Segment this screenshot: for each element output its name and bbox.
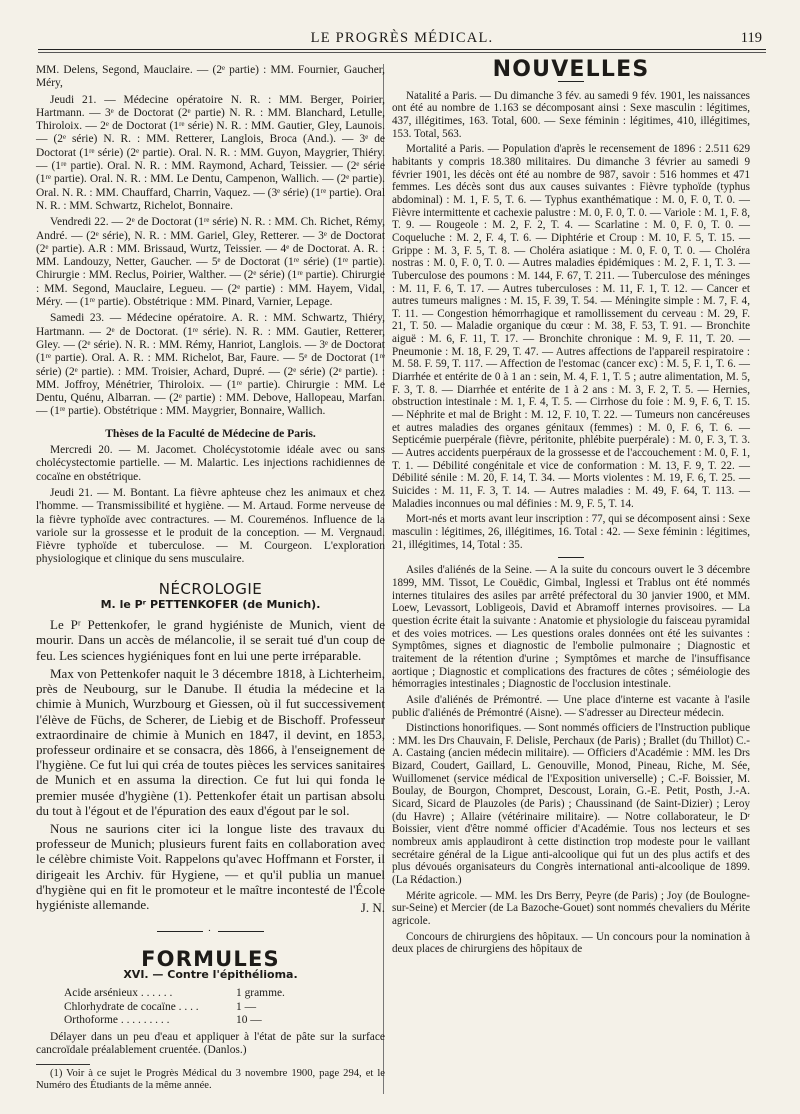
section-rule — [558, 557, 584, 558]
necrologie-subheading: M. le Pʳ PETTENKOFER (de Munich). — [100, 597, 321, 611]
news-paragraph: Asiles d'aliénés de la Seine. — A la suite du concours ouvert le 3 décembre 1899, MM. Tissot, Le Couëdic, Gimbal, Inglessi et Trablus ont été nommés internes titulaires des asiles par arrêté préfectoral du 30 janvier 1900, et MM. Loew, Levassort, Lobligeois, David et Abramoff internes provisoires. — La question écrite était la suivante : Anatomie et physiologie du faisceau pyramidal et des voies motrices. — Les questions orales données ont été les suivantes : Symptômes, signes et diagnostic de l'embolie pulmonaire ; Diagnostic et traitement de la rétention d'urine ; Symptômes et marche de l'insuffisance aortique ; Diagnostic et complications des fractures de côtes ; séméiologie des hémorragies intestinales ; Diagnostic de l'occlusion intestinale. — [392, 564, 750, 691]
section-ornament: · — [36, 925, 385, 938]
header-rule-thin — [38, 52, 766, 53]
obituary-paragraph: Nous ne saurions citer ici la longue liste des travaux du professeur de Munich; plusieurs furent faits en collaboration avec le célèbre chimiste Voit. Rappelons qu'avec Hoffmann et Forster, il dirigeait les Archiv. für Hygiene, — et qu'il publia un manuel d'hygiène qui en fit le promoteur et le maître incontesté de l'École hygiéniste allemande. — [36, 820, 385, 912]
formule-subheading: XVI. — Contre l'épithélioma. — [123, 967, 298, 981]
news-paragraph: Asile d'aliénés de Prémontré. — Une place d'interne est vacante à l'asile public d'aliénés de Prémontré (Aisne). — S'adresser au Directeur médecin. — [392, 693, 750, 719]
exam-paragraph: Jeudi 21. — Médecine opératoire N. R. : MM. Berger, Poirier, Hartmann. — 3ᵉ de Doctorat (2ᵉ partie) N. R. : MM. Blanchard, Letulle, Thiroloix. — 2ᵉ de Doctorat (1ʳᵉ série) N. R. : MM. Gautier, Gley, Launois. — (2ᵉ série) N. R. : MM. Retterer, Langlois, Broca (And.). — 3ᵉ de Doctorat (1ʳᵉ série) (2ᵉ partie). Oral. N. R. : MM. Guyon, Maygrier, Thiéry. — (1ʳᵉ partie). Oral. N. R. : MM. Raymond, Achard, Teissier. — (2ᵉ série (1ʳᵉ partie). Oral. N. R. : MM. Le Dentu, Campenon, Wallich. — (2ᵉ partie). Oral. N. R. : MM. Chauffard, Charrin, Vaquez. — (3ᵉ série) (1ʳᵉ partie). Oral N. R. : MM. Schwartz, Richelot, Bonnaire. — [36, 93, 385, 212]
recipe-row — [64, 987, 314, 1000]
ingredient-amount: 1 — — [236, 1000, 257, 1013]
news-paragraph: Distinctions honorifiques. — Sont nommés officiers de l'Instruction publique : MM. les Drs Chauvain, F. Delisle, Perchaux (de Paris) ; Brallet (du Thillot) C.-A. Castaing (ancien médecin militaire). — Officiers d'Académie : MM. les Drs Bizard, Coudert, Gaillard, L. Genouville, Monod, Pineau, Riche, M. Sée, Wuillomenet (service médical de l'Exposition universelle) ; C.-F. Boissier, M. Boulay, de Bourgon, Chompret, Descoust, Lorain, G.-E. Petit, Posth, J.-A. Sicard, Sicard de Plauzoles (de Paris) ; Chaussinand (de Saint-Dizier) ; Leroy (du Havre) ; Allaire (vétérinaire militaire). — Notre collaborateur, le Dʳ Boissier, vient d'être nommé officier d'Académie. Tous nos lecteurs et ses nombreux amis applaudiront à cette distinction trop modeste pour le vaillant secrétaire général de la Ligue anti-alcoolique qui fut un des plus actifs et des plus dévoués organisateurs du Congrès international anti-alcoolique de 1899. (La Rédaction.) — [392, 722, 750, 887]
page-number: 119 — [740, 30, 762, 46]
ingredient-amount: 10 — — [236, 1013, 262, 1026]
nouvelles-heading: NOUVELLES — [492, 57, 650, 82]
exam-paragraph: MM. Delens, Segond, Mauclaire. — (2ᵉ partie) : MM. Fournier, Gaucher, Méry, — [36, 64, 385, 90]
exam-paragraph: Samedi 23. — Médecine opératoire. A. R. : MM. Schwartz, Thiéry, Hartmann. — 2ᵉ de Doctorat. (1ʳᵉ série). N. R. : MM. Gautier, Retterer, Gley. — (2ᵉ série). N. R. : MM. Rémy, Hanriot, Langlois. — 3ᵉ de Doctorat (1ʳᵉ partie). Oral. A. R. : MM. Richelot, Bar, Faure. — 5ᵉ de Doctorat (1ʳᵉ série) (2ᵉ partie). : MM. Troisier, Achard, Dupré. — (2ᵉ série) (2ᵉ partie). : MM. Joffroy, Ménétrier, Thiroloix. — (1ʳᵉ partie). Chirurgie : MM. Le Dentu, Quénu, Albarran. — (2ᵉ partie) : MM. Debove, Hallopeau, Marfan. — (1ʳᵉ partie). Obstétrique : MM. Maygrier, Bonnaire, Wallich. — [36, 312, 385, 418]
formules-heading: FORMULES — [141, 946, 280, 971]
journal-title: LE PROGRÈS MÉDICAL. — [310, 30, 494, 46]
ingredient-name: Orthoforme . . . . . . . . . — [64, 1013, 170, 1026]
right-column — [392, 57, 750, 959]
left-column — [36, 64, 385, 1096]
theses-paragraph: Mercredi 20. — M. Jacomet. Cholécystotomie idéale avec ou sans cholécystectomie partielle. — M. Malartic. Les injections rachidiennes de cocaïne en obstétrique. — [36, 444, 385, 483]
footnote-rule — [36, 1064, 90, 1065]
recipe-row — [64, 1014, 314, 1027]
header-rule — [38, 49, 766, 50]
ingredient-name: Chlorhydrate de cocaïne . . . . — [64, 1000, 199, 1013]
theses-paragraph: Jeudi 21. — M. Bontant. La fièvre aphteuse chez les animaux et chez l'homme. — Transmissibilité et hygiène. — M. Artaud. Forme nerveuse de la fièvre typhoïde avec contractures. — M. Coureménos. Influence de la variole sur la grossesse et le produit de la conception. — M. Vergnaud. Fièvre typhoïde et tuberculose. — M. Courgeon. L'exploration physiologique et clinique du sens musculaire. — [36, 486, 385, 566]
ingredient-amount: 1 gramme. — [236, 987, 285, 1000]
news-paragraph: Mort-nés et morts avant leur inscription : 77, qui se décomposent ainsi : Sexe masculin : légitimes, 26, illégitimes, 16. Total : 42. — Sexe féminin : légitimes, 21, illégitimes, 14, Total : 35. — [392, 513, 750, 551]
exam-paragraph: Vendredi 22. — 2ᵉ de Doctorat (1ʳᵉ série) N. R. : MM. Ch. Richet, Rémy, André. — (2ᵉ série), N. R. : MM. Gariel, Gley, Retterer. — 3ᵉ de Doctorat (2ᵉ partie). A.R : MM. Brissaud, Wurtz, Teissier. — 4ᵉ de Doctorat. A. R. : MM. Landouzy, Netter, Gaucher. — 5ᵉ de Doctorat (1ʳᵉ série) (1ʳᵉ partie). Chirurgie : MM. Reclus, Poirier, Walther. — (2ᵉ série) (1ʳᵉ partie). Chirurgie : MM. Segond, Mauclaire, Legueu. — (2ᵉ partie) : MM. Hayem, Vidal, Méry. — (1ʳᵉ partie). Obstétrique : MM. Pinard, Varnier, Lepage. — [36, 216, 385, 309]
news-paragraph: Mortalité a Paris. — Population d'après le recensement de 1896 : 2.511 629 habitants y compris 18.380 militaires. Du dimanche 3 février au samedi 9 février 1901, les décès ont été au nombre de 987, savoir : 516 hommes et 471 femmes. Les décès sont dus aux causes suivantes : Fièvre typhoïde (typhus abdominal) : M. 1, F. 5, T. 6. — Typhus exanthématique : M. 0, F. 0, T. 0. — Fièvre intermittente et cachexie palustre : M. 0, F. 0, T. 0. — Variole : M. 1, F. 8, T. 9. — Rougeole : M. 2, F. 2, T. 4. — Scarlatine : M. 0, F. 0, T. 0. — Coqueluche : M. 2, F. 4, T. 6. — Diphtérie et Croup : M. 10, F. 5, T. 15. — Grippe : M. 3, F. 5, T. 8. — Choléra asiatique : M. 0, F. 0, T. 0. — Choléra nostras : M. 0, F. 0, T. 0. — Autres maladies épidémiques : M. 2, F. 1, T. 3. — Tuberculose des poumons : M. 144, F. 67, T. 211. — Tuberculose des méninges : M. 11, F. 6, T. 17. — Autres tuberculoses : M. 11, F. 1, T. 12. — Cancer et autres tumeurs malignes : M. 15, F. 39, T. 54. — Méningite simple : M. 7, F. 4, T. 11. — Congestion hémorrhagique et ramollissement du cerveau : M. 29, F. 21, T. 50. — Maladie organique du cœur : M. 38, F. 53, T. 91. — Bronchite aiguë : M. 6, F. 11, T. 17. — Bronchite chronique : M. 9, F. 11, T. 20. — Pneumonie : M. 18, F. 29, T. 47. — Autres affections de l'appareil respiratoire : M. 58. F. 59, T. 117. — Affection de l'estomac (cancer exc) : M. 5, F. 1, T. 6. — Diarrhée et entérite de 0 à 1 an : sein, M. 4, F. 1, T. 5 ; autre alimentation, M. 5, F. 3, T. 8. — Diarrhée et entérite de 1 à 2 ans : M. 3, F. 2, T. 5. — Hernies, obstruction intestinale : M. 1, F. 4, T. 5. — Cirrhose du foie : M. 9, F. 6, T. 15. — Néphrite et mal de Bright : M. 12, F. 10, T. 22. — Tumeurs non cancéreuses et autres maladies des organes génitaux (femmes) : M. 0, F. 6, T. 6. — Septicémie puerpérale (fièvre, péritonite, phlébite puerpérale) : M. 0, F. 3, T. 3. — Autres accidents puerpéraux de la grossesse et de l'accouchement : M. 0, F. 1, T. 1. — Débilité congénitale et vice de conformation : M. 13, F. 9, T. 22. — Débilité sénile : M. 20, F. 14, T. 34. — Morts violentes : M. 19, F. 6, T. 25. — Suicides : M. 11, F. 3, T. 14. — Autres maladies : M. 49, F. 64, T. 113. — Maladies inconnues ou mal définies : M. 9, F. 5, T. 14. — [392, 143, 750, 510]
necrologie-heading: NÉCROLOGIE — [158, 579, 263, 598]
footnote: (1) Voir à ce sujet le Progrès Médical du 3 novembre 1900, page 294, et le Numéro des Étudiants de la même année. — [36, 1067, 385, 1092]
news-paragraph: Natalité a Paris. — Du dimanche 3 fév. au samedi 9 fév. 1901, les naissances ont été au nombre de 1.163 se décomposant ainsi : Sexe masculin : légitimes, 437, illégitimes, 163. Total, 600. — Sexe féminin : légitimes, 410, illégitimes, 153. Total, 563. — [392, 89, 750, 140]
obituary-paragraph: Max von Pettenkofer naquit le 3 décembre 1818, à Lichterheim, près de Neubourg, sur le Danube. Il étudia la médecine et la chimie à Munich, Wurzbourg et Giessen, où il fut successivement l'élève de Füchs, de Scherer, de Liebig et de Bischoff. Professeur extraordinaire de chimie à Munich en 1847, il devint, en 1853, professeur ordinaire et se consacra, dès 1866, à l'enseignement de l'hygiène. Ce fut lui qui créa de toutes pièces les services sanitaires de Munich et en assuma la direction. Ce fut lui qui fonda le premier musée d'hygiène (1). Pettenkofer était un partisan absolu du tout à l'égout et de l'épuration des eaux d'égout par le sol. — [36, 665, 385, 818]
page-header — [38, 30, 766, 50]
recipe-row — [64, 1001, 314, 1014]
obituary-body — [36, 617, 385, 915]
obituary-paragraph: Le Pʳ Pettenkofer, le grand hygiéniste de Munich, vient de mourir. Dans un accès de mélancolie, il se serait tué d'un coup de feu. Les sciences hygiéniques font en lui une perte irréparable. — [36, 617, 385, 663]
ingredient-name: Acide arsénieux . . . . . . — [64, 987, 173, 1000]
obituary-signature: J. N. — [360, 900, 385, 916]
theses-heading: Thèses de la Faculté de Médecine de Paris. — [105, 426, 316, 440]
recipe-list — [64, 987, 314, 1027]
recipe-instructions: Délayer dans un peu d'eau et appliquer à l'état de pâte sur la surface cancroïdale préalablement cruentée. (Danlos.) — [36, 1031, 385, 1057]
news-paragraph: Concours de chirurgiens des hôpitaux. — Un concours pour la nomination à deux places de chirurgiens des hôpitaux de — [392, 930, 750, 956]
news-paragraph: Mérite agricole. — MM. les Drs Berry, Peyre (de Paris) ; Joy (de Boulogne-sur-Seine) et Mercier (de La Bazoche-Gouet) sont nommés chevaliers du Mérite agricole. — [392, 889, 750, 927]
